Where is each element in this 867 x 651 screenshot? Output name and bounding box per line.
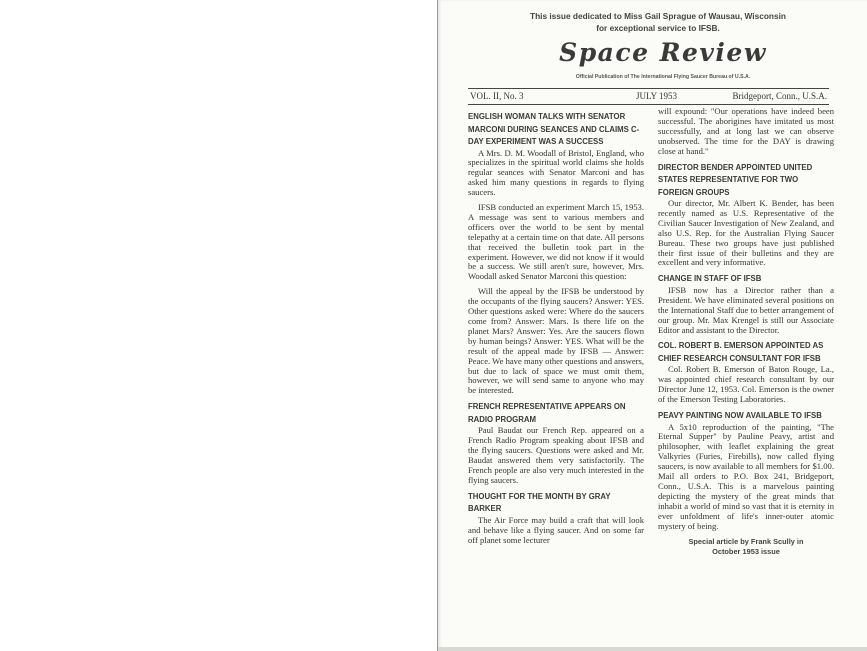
newsletter-page <box>437 0 867 651</box>
right-column <box>658 107 834 558</box>
article-paragraph: A 5x10 reproduction of the painting, "The Eternal Supper" by Pauline Peavy, artist and philosopher, with leaflet explaining the great Valkyries (Furies, Firebills), now called flying saucers, is now available to all members for $1.00. Mail all orders to P.O. Box 241, Bridgeport, Conn., U.S.A. This is a marvelous painting depicting the mystery of the great minds that inhabit a world of mind so vast that it is eternity in ever unfoldment of life's inner-outer atomic mystery of being. <box>658 421 834 531</box>
article-paragraph: IFSB now has a Director rather than a President. We have eliminated several positions on the International Staff due to better arrangement of our group. Mr. Max Krengel is still our Associate Editor and assistant to the Director. <box>658 284 834 335</box>
article-paragraph: Col. Robert B. Emerson of Baton Rouge, La., was appointed chief research consultant by our Director June 12, 1953. Col. Emerson is the owner of the Emerson Testing Laboratories. <box>658 364 834 405</box>
article-paragraph: The Air Force may build a craft that will look and behave like a flying saucer. And on some far off planet some lecturer <box>468 514 644 545</box>
issue-place: Bridgeport, Conn., U.S.A. <box>732 91 827 101</box>
article-paragraph: Paul Baudat our French Rep. appeared on a French Radio Program speaking about IFSB and the flying saucers. Questions were asked and Mr. Baudat answered them very satisfactorily. The French people are also very much interested in the flying saucers. <box>468 425 644 485</box>
headline-emerson: COL. ROBERT B. EMERSON APPOINTED AS CHIEF RESEARCH CONSULTANT FOR IFSB <box>658 341 824 363</box>
issue-rule-top <box>468 88 829 89</box>
footer-note-line-1: Special article by Frank Scully in <box>688 536 804 546</box>
dedication-line-1: This issue dedicated to Miss Gail Sprague of Wausau, Wisconsin <box>530 11 786 21</box>
issue-date: JULY 1953 <box>636 91 678 101</box>
footer-note-line-2: October 1953 issue <box>712 547 780 556</box>
article-emerson <box>658 340 834 405</box>
special-article-note <box>658 537 834 558</box>
headline-marconi: ENGLISH WOMAN TALKS WITH SENATOR MARCONI DURING SEANCES AND CLAIMS C-DAY EXPERIMENT WAS A SUCCESS <box>468 112 640 146</box>
article-peavy <box>658 410 834 531</box>
article-paragraph: Our director, Mr. Albert K. Bender, has been recently named as U.S. Representative of the Civilian Saucer Investigation of New Zealand, and also U.S. Rep. for the Australian Flying Saucer Bureau. These two groups have just published their first issue of their bulletins and they are excellent and very informative. <box>658 198 834 268</box>
headline-french-rep: FRENCH REPRESENTATIVE APPEARS ON RADIO PROGRAM <box>468 402 626 424</box>
headline-thought: THOUGHT FOR THE MONTH BY GRAY BARKER <box>468 491 611 514</box>
issue-line <box>468 90 829 103</box>
left-column <box>468 111 644 550</box>
dedication <box>478 10 838 34</box>
article-thought <box>468 491 644 546</box>
masthead-title: Space Review <box>559 38 767 67</box>
article-paragraph: Will the appeal by the IFSB be understood by the occupants of the flying saucers? Answer: YES. Other questions asked were: Where do the saucers come from? Answer: Mars. Is there life on the planet Mars? Answer: Yes. Are the saucers flown by human beings? Answer: YES. What will be the result of the appeal made by IFSB — Answer: Peace. We have many other questions and answers, but due to lack of space we must omit them, however, we will send same to anyone who may be interested. <box>468 286 644 396</box>
issue-rule-bottom <box>468 104 829 105</box>
headline-peavy: PEAVY PAINTING NOW AVAILABLE TO IFSB <box>658 411 822 421</box>
article-staff-change <box>658 273 834 335</box>
article-french-rep <box>468 401 644 485</box>
article-bender <box>658 162 834 269</box>
headline-staff-change: CHANGE IN STAFF OF IFSB <box>658 274 762 284</box>
article-paragraph: A Mrs. D. M. Woodall of Bristol, England, who specializes in the spiritual world claims she holds regular seances with Senator Marconi and has asked him many questions in regards to flying saucers. <box>468 147 644 198</box>
issue-volume: VOL. II, No. 3 <box>470 91 524 101</box>
masthead-subtitle: Official Publication of The International Flying Saucer Bureau of U.S.A. <box>575 74 751 80</box>
dedication-line-2: for exceptional service to IFSB. <box>596 23 720 33</box>
article-marconi <box>468 111 644 396</box>
continued-text: will expound: "Our operations have indeed been successful. The aborigines have imitated us most successfully, and at long last we can observe unobserved. The time for the DAY is drawing close at hand." <box>658 106 834 156</box>
article-paragraph: IFSB conducted an experiment March 15, 1953. A message was sent to various members and officers over the world to be sent by mental telepathy at a certain time on that date. All persons that received the bulletin took part in the experiment. However, we did not know if it would be a success. We still aren't sure, however, Mrs. Woodall asked Senator Marconi this question: <box>468 202 644 282</box>
headline-bender: DIRECTOR BENDER APPOINTED UNITED STATES REPRESENTATIVE FOR TWO FOREIGN GROUPS <box>658 162 813 197</box>
